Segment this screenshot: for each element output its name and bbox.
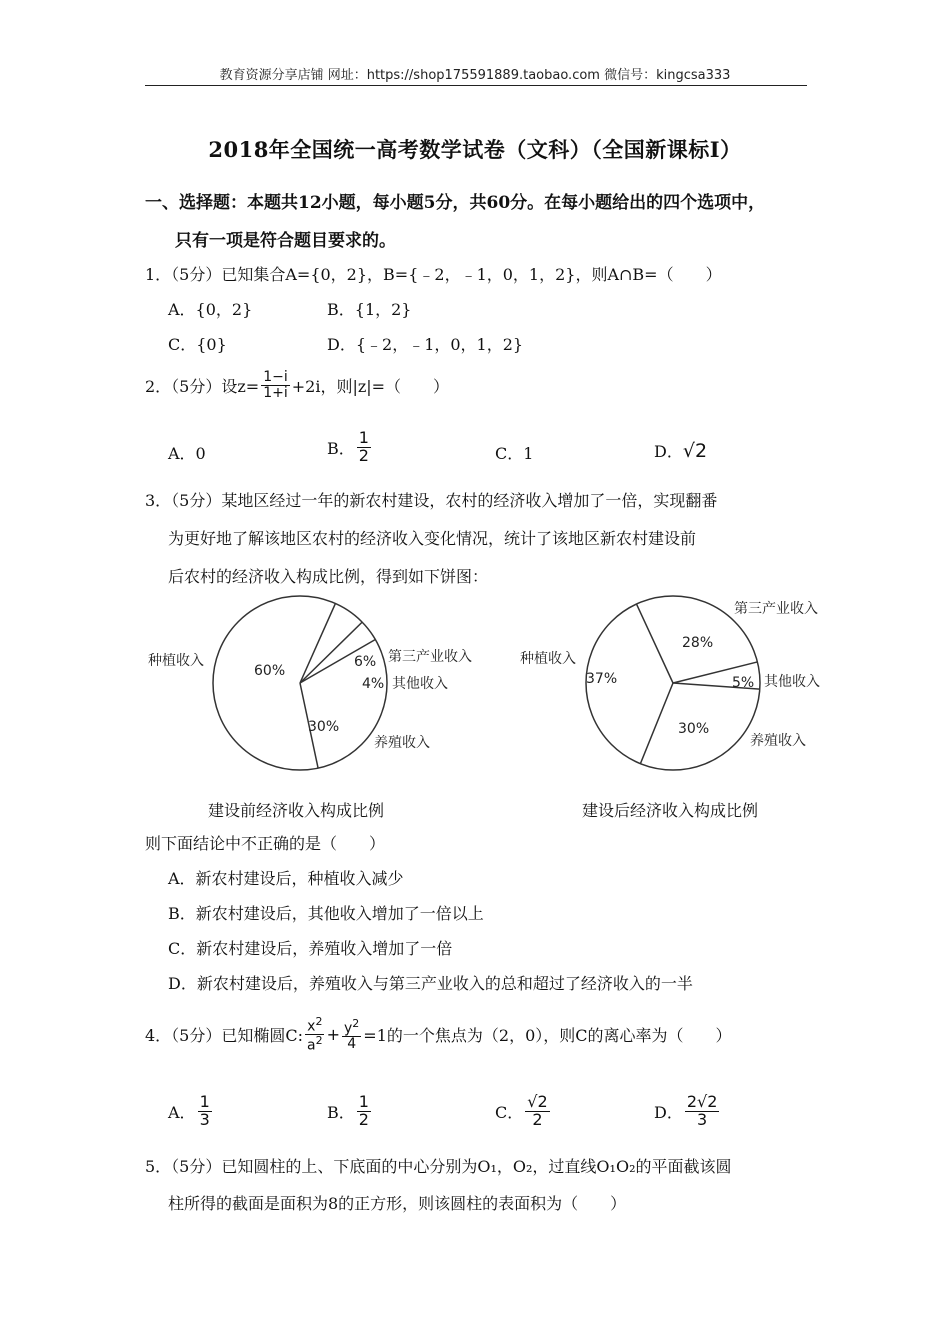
pie-before-label-other: 其他收入 [392, 676, 448, 692]
q3-stem-line2: 为更好地了解该地区农村的经济收入变化情况，统计了该地区新农村建设前 [168, 529, 697, 548]
section-heading-line2: 只有一项是符合题目要求的。 [175, 231, 396, 251]
q2-option-b-label: B． [327, 438, 355, 458]
pie-before-value-breeding: 30% [308, 719, 340, 735]
q2-b-numerator: 1 [358, 428, 369, 447]
q4-option-a [168, 1094, 214, 1129]
q4-fraction-y [342, 1018, 361, 1052]
q4-option-d-label: D． [654, 1102, 683, 1122]
pie-before-caption: 建设前经济收入构成比例 [208, 801, 385, 820]
q1-option-b: B．{1，2} [327, 300, 412, 319]
q4-option-c-label: C． [495, 1102, 524, 1122]
q4-x-numerator: $x^2$ [307, 1015, 323, 1035]
header-divider [145, 85, 807, 86]
q2-option-d-sqrt: √2 [682, 439, 708, 462]
q4-option-d [654, 1094, 721, 1129]
q4-option-a-fraction: $\frac{1}{3}$ [199, 1092, 210, 1129]
pie-before-label-breeding: 养殖收入 [374, 735, 430, 751]
q4-option-c-fraction: $\frac{√2}{2}$ [527, 1092, 548, 1129]
q2-option-d-label: D． [654, 442, 683, 461]
pie-after-label-planting: 种植收入 [520, 651, 576, 667]
q2-fraction-denominator: 1+i [263, 384, 288, 401]
q4-suffix: =1的一个焦点为（2，0），则C的离心率为（ ） [363, 1026, 732, 1046]
pie-after-value-planting: 37% [586, 671, 618, 687]
q2-option-d [654, 439, 707, 462]
q2-prefix: 2．（5分）设z= [145, 376, 260, 396]
q2-option-b-fraction [357, 430, 371, 465]
page-header: 教育资源分享店铺 网址：https://shop175591889.taobao.com 微信号：kingcsa333 [219, 68, 731, 83]
q4-option-a-label: A． [168, 1102, 196, 1122]
pie-before-value-tertiary: 6% [354, 654, 377, 670]
q4-option-b-label: B． [327, 1102, 355, 1122]
q2-b-denominator: 2 [358, 445, 369, 465]
pie-before-value-planting: 60% [254, 663, 286, 679]
q4-option-d-fraction: $\frac{2√2}{3}$ [686, 1092, 718, 1129]
pie-before-label-tertiary: 第三产业收入 [388, 649, 472, 665]
q1-option-a: A．{0，2} [168, 300, 253, 319]
q4-x-denominator: $a^2$ [307, 1034, 323, 1054]
pie-after-label-tertiary: 第三产业收入 [734, 601, 818, 617]
q2-stem [145, 370, 449, 400]
q4-stem [145, 1016, 732, 1054]
q4-y-denominator: 4 [347, 1036, 357, 1053]
q3-prompt: 则下面结论中不正确的是（ ） [145, 834, 386, 853]
q1-option-d: D．{﹣2，﹣1，0，1，2} [327, 335, 524, 354]
pie-after-slice-planting-edge [640, 683, 673, 764]
q4-y-numerator: $y^2$ [344, 1016, 360, 1037]
section-heading-line1: 一、选择题：本题共12小题，每小题5分，共60分。在每小题给出的四个选项中， [145, 193, 766, 213]
q3-option-b: B．新农村建设后，其他收入增加了一倍以上 [168, 904, 484, 923]
q3-pie-figure [130, 595, 850, 830]
q1-stem: 1．（5分）已知集合A={0，2}，B={﹣2，﹣1，0，1，2}，则A∩B=（ ） [145, 265, 722, 284]
q2-option-c: C．1 [495, 444, 534, 463]
q4-prefix: 4．（5分）已知椭圆C: [145, 1026, 303, 1046]
pie-after-value-breeding: 30% [678, 721, 710, 737]
q3-option-c: C．新农村建设后，养殖收入增加了一倍 [168, 939, 453, 958]
pie-after-label-breeding: 养殖收入 [750, 733, 806, 749]
q4-option-b-fraction: $\frac{1}{2}$ [358, 1092, 369, 1129]
q3-option-d: D．新农村建设后，养殖收入与第三产业收入的总和超过了经济收入的一半 [168, 974, 693, 993]
pie-after-value-other: 5% [732, 675, 755, 691]
q4-fraction-x [305, 1016, 325, 1054]
q4-plus: + [326, 1025, 340, 1045]
q3-stem-line1: 3．（5分）某地区经过一年的新农村建设，农村的经济收入增加了一倍，实现翻番 [145, 491, 718, 510]
q2-fraction [261, 370, 290, 400]
page-title: 2018年全国统一高考数学试卷（文科）（全国新课标Ⅰ） [208, 137, 742, 162]
pie-before-label-planting: 种植收入 [148, 653, 204, 669]
q1-option-c: C．{0} [168, 335, 227, 354]
pie-after-value-tertiary: 28% [682, 635, 714, 651]
pie-before-slice-tertiary-edge [300, 604, 335, 683]
pie-after-slice-tertiary-edge [637, 604, 673, 683]
q5-stem-line2: 柱所得的截面是面积为8的正方形，则该圆柱的表面积为（ ） [168, 1194, 627, 1213]
q2-fraction-numerator: 1−i [263, 369, 288, 385]
pie-chart-before [213, 596, 387, 770]
pie-after-caption: 建设后经济收入构成比例 [582, 801, 759, 820]
q4-option-c [495, 1094, 552, 1129]
pie-before-value-other: 4% [362, 676, 385, 692]
q2-suffix: +2i，则|z|=（ ） [291, 376, 450, 396]
q5-stem-line1: 5．（5分）已知圆柱的上、下底面的中心分别为O₁，O₂，过直线O₁O₂的平面截该圆 [145, 1157, 732, 1176]
q2-option-a: A．0 [168, 444, 206, 463]
pie-after-label-other: 其他收入 [764, 674, 820, 690]
q2-option-b [327, 430, 373, 465]
q3-option-a: A．新农村建设后，种植收入减少 [168, 869, 404, 888]
q3-stem-line3: 后农村的经济收入构成比例，得到如下饼图： [168, 567, 489, 586]
q4-option-b [327, 1094, 373, 1129]
